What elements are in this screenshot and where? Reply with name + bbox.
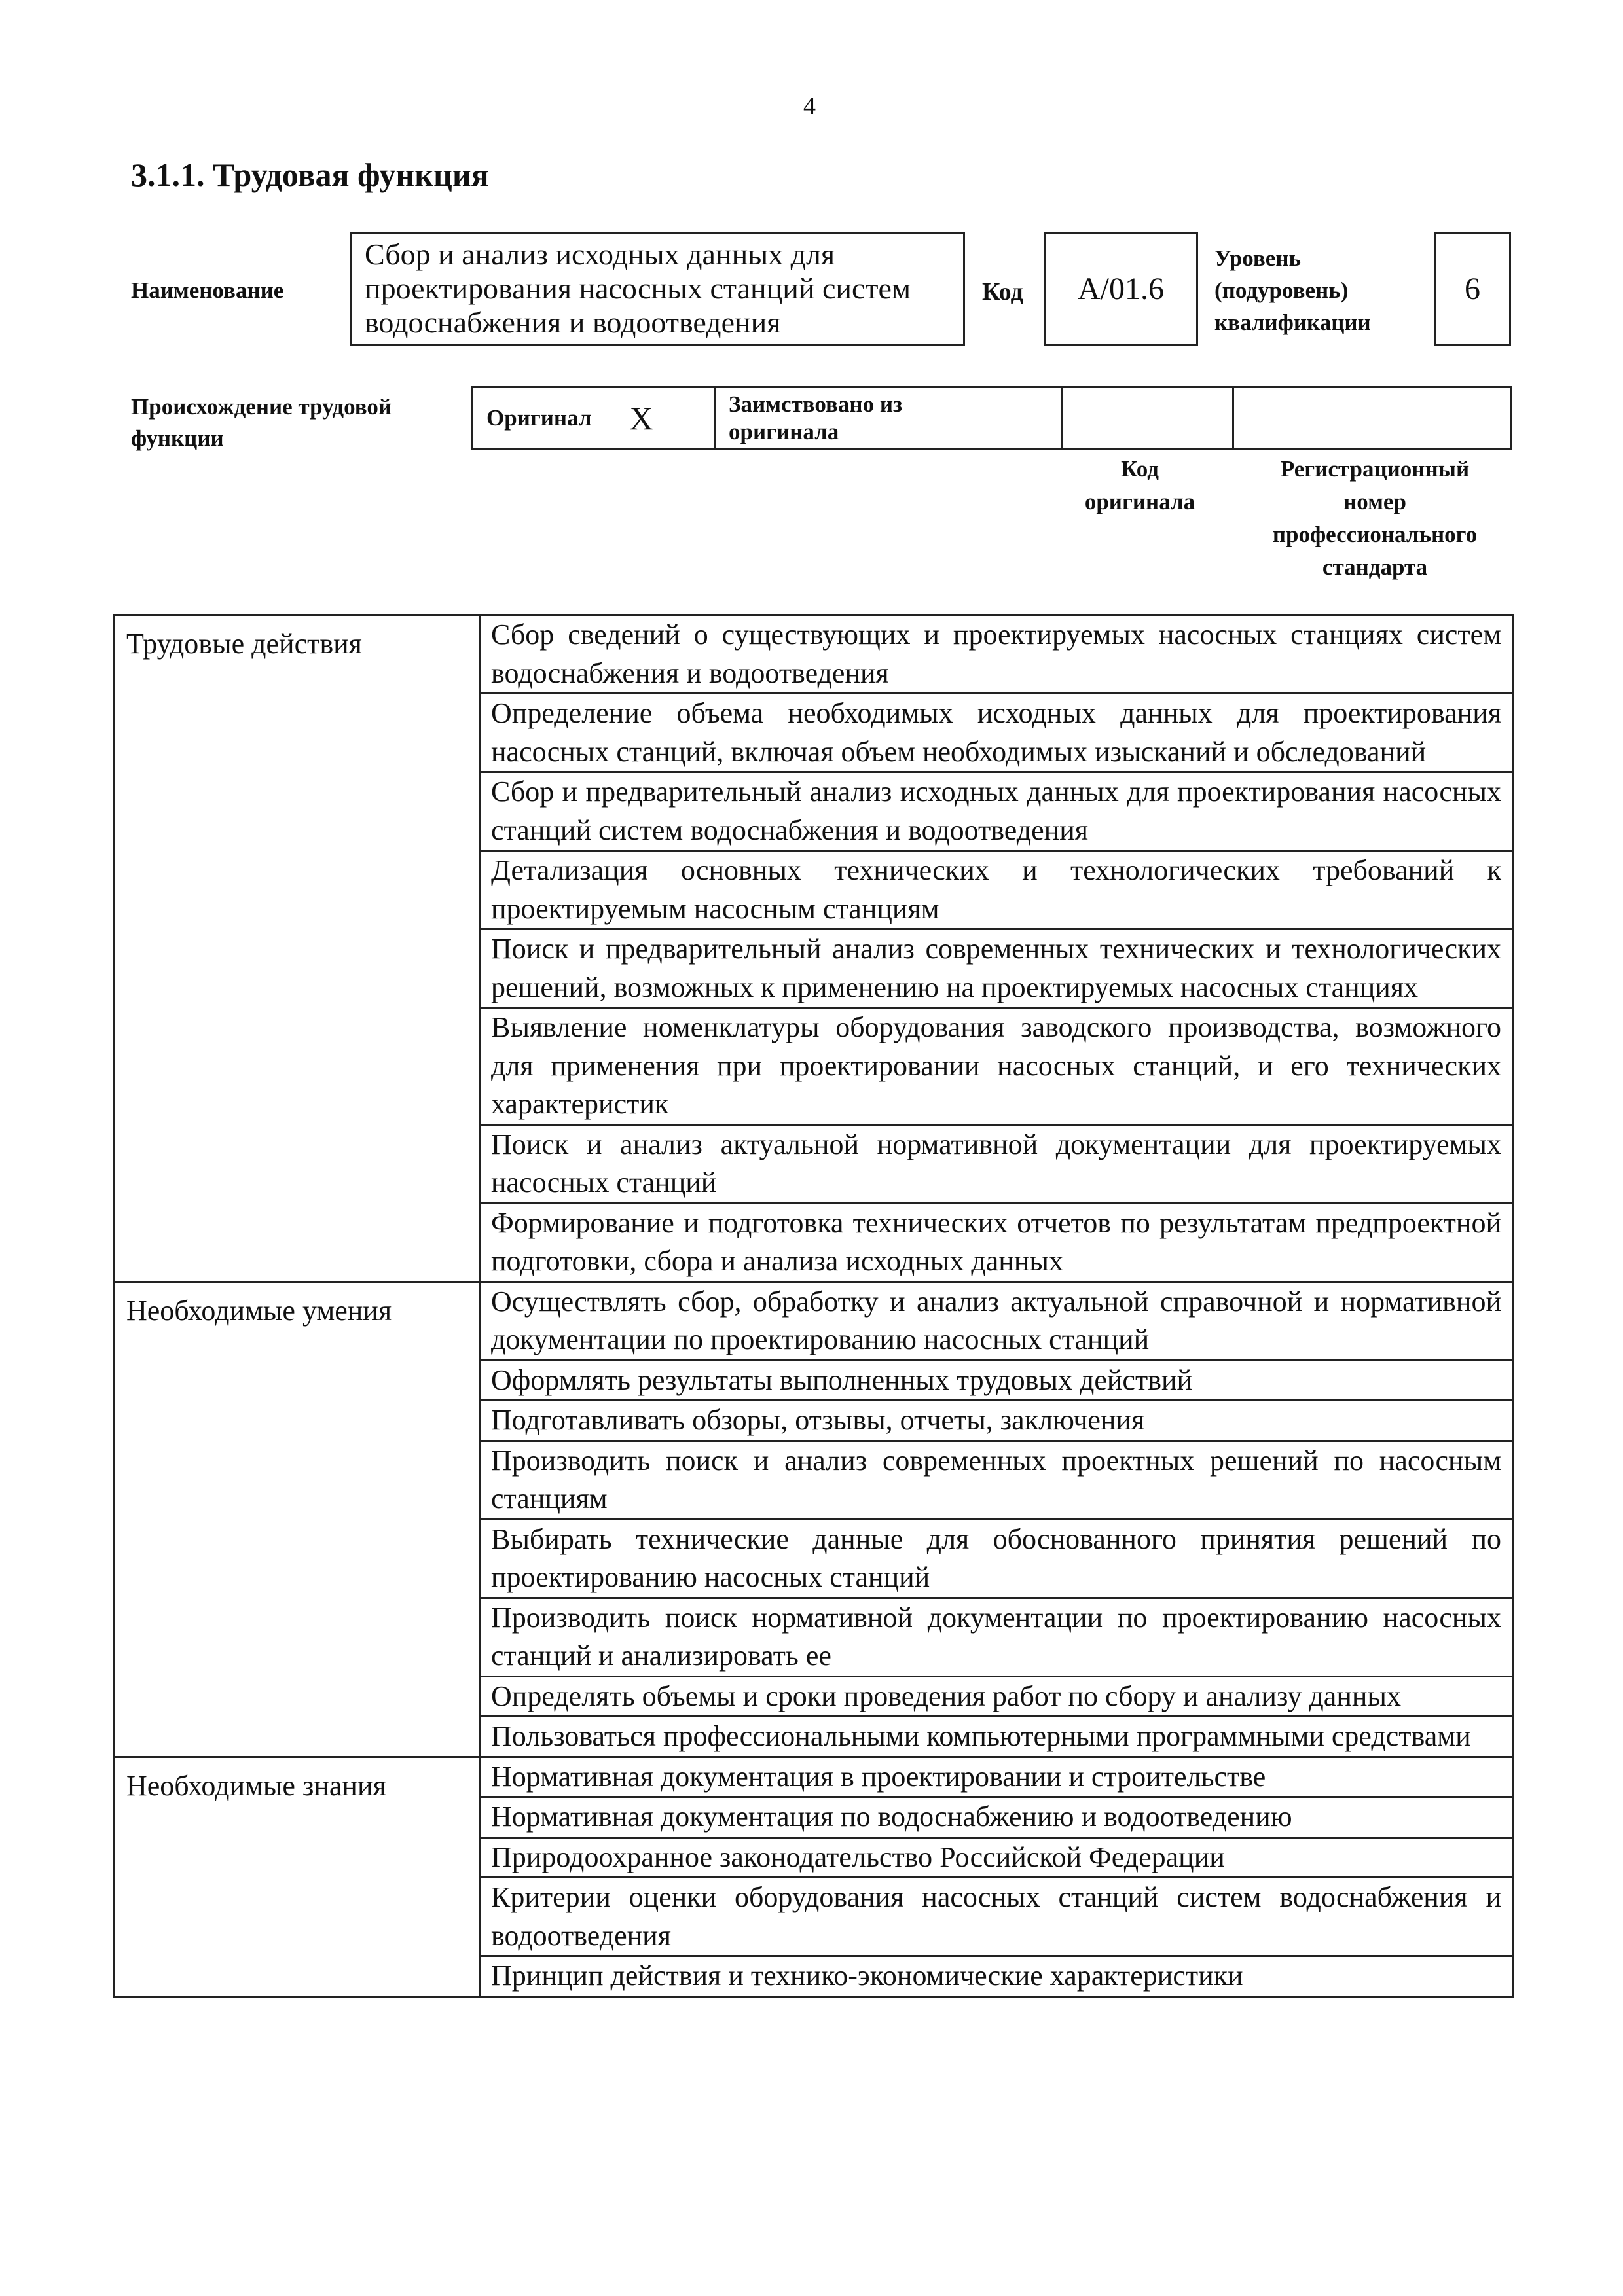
registration-number-cell xyxy=(1234,388,1510,448)
skill-item: Оформлять результаты выполненных трудовых действий xyxy=(480,1360,1513,1401)
skill-item: Производить поиск нормативной документации по проектированию насосных станций и анализировать ее xyxy=(480,1598,1513,1676)
name-label: Наименование xyxy=(131,278,284,303)
caption-line: номер xyxy=(1343,489,1406,514)
knowledge-item: Принцип действия и технико-экономические характеристики xyxy=(480,1956,1513,1997)
origin-label-line: функции xyxy=(131,425,224,451)
function-name-value: Сбор и анализ исходных данных для проектирования насосных станций систем водоснабжения и водоотведения xyxy=(365,238,911,339)
skill-item: Подготавливать обзоры, отзывы, отчеты, заключения xyxy=(480,1401,1513,1441)
original-cell xyxy=(473,388,716,448)
labor-action-item: Поиск и предварительный анализ современных технических и технологических решений, возможных к применению на проектируемых насосных станциях xyxy=(480,929,1513,1008)
code-value: А/01.6 xyxy=(1078,272,1164,306)
skill-item: Пользоваться профессиональными компьютерными программными средствами xyxy=(480,1717,1513,1757)
knowledge-item: Критерии оценки оборудования насосных станций систем водоснабжения и водоотведения xyxy=(480,1878,1513,1956)
knowledge-item: Природоохранное законодательство Российской Федерации xyxy=(480,1837,1513,1878)
labor-action-item: Поиск и анализ актуальной нормативной документации для проектируемых насосных станций xyxy=(480,1124,1513,1203)
page-number: 4 xyxy=(803,92,816,120)
labor-action-item: Формирование и подготовка технических отчетов по результатам предпроектной подготовки, сбора и анализа исходных данных xyxy=(480,1203,1513,1282)
code-label: Код xyxy=(982,278,1023,306)
skills-label: Необходимые умения xyxy=(114,1282,480,1757)
table-row xyxy=(114,1757,1513,1797)
caption-line: Код xyxy=(1121,456,1159,482)
skill-item: Определять объемы и сроки проведения работ по сбору и анализу данных xyxy=(480,1676,1513,1717)
level-label-line: квалификации xyxy=(1214,310,1371,335)
borrowed-label-line: оригинала xyxy=(729,419,839,444)
level-box xyxy=(1434,232,1511,346)
level-value: 6 xyxy=(1465,272,1480,306)
skill-item: Осуществлять сбор, обработку и анализ актуальной справочной и нормативной документации по проектированию насосных станций xyxy=(480,1282,1513,1360)
labor-actions-label: Трудовые действия xyxy=(114,615,480,1282)
knowledge-item: Нормативная документация в проектировании и строительстве xyxy=(480,1757,1513,1797)
function-table xyxy=(113,614,1514,1998)
table-row xyxy=(114,615,1513,694)
table-row xyxy=(114,1282,1513,1360)
origin-row xyxy=(471,386,1512,450)
caption-line: оригинала xyxy=(1084,489,1195,514)
labor-action-item: Детализация основных технических и технологических требований к проектируемым насосным станциям xyxy=(480,851,1513,929)
level-label xyxy=(1214,242,1371,338)
original-code-cell xyxy=(1063,388,1234,448)
borrowed-label-line: Заимствовано из xyxy=(729,391,903,417)
original-label: Оригинал xyxy=(486,405,592,431)
caption-line: профессионального xyxy=(1272,522,1478,547)
skill-item: Производить поиск и анализ современных проектных решений по насосным станциям xyxy=(480,1441,1513,1519)
labor-action-item: Выявление номенклатуры оборудования заводского производства, возможного для применения при проектировании насосных станций, и его технических характеристик xyxy=(480,1008,1513,1125)
labor-action-item: Определение объема необходимых исходных данных для проектирования насосных станций, включая объем необходимых изысканий и обследований xyxy=(480,694,1513,772)
section-title: 3.1.1. Трудовая функция xyxy=(131,156,489,193)
origin-label-line: Происхождение трудовой xyxy=(131,394,392,420)
level-label-line: (подуровень) xyxy=(1214,278,1349,303)
labor-action-item: Сбор и предварительный анализ исходных данных для проектирования насосных станций систем водоснабжения и водоотведения xyxy=(480,772,1513,851)
knowledge-label: Необходимые знания xyxy=(114,1757,480,1996)
registration-number-caption xyxy=(1244,453,1506,584)
function-name-box xyxy=(350,232,965,346)
caption-line: стандарта xyxy=(1322,554,1428,580)
code-box xyxy=(1044,232,1198,346)
borrowed-cell xyxy=(716,388,1063,448)
original-code-caption xyxy=(1054,453,1226,518)
knowledge-item: Нормативная документация по водоснабжению и водоотведению xyxy=(480,1797,1513,1838)
origin-label xyxy=(131,391,392,454)
caption-line: Регистрационный xyxy=(1280,456,1470,482)
level-label-line: Уровень xyxy=(1214,245,1302,271)
labor-action-item: Сбор сведений о существующих и проектируемых насосных станциях систем водоснабжения и водоотведения xyxy=(480,615,1513,694)
original-mark: X xyxy=(629,400,653,437)
skill-item: Выбирать технические данные для обоснованного принятия решений по проектированию насосных станций xyxy=(480,1519,1513,1598)
